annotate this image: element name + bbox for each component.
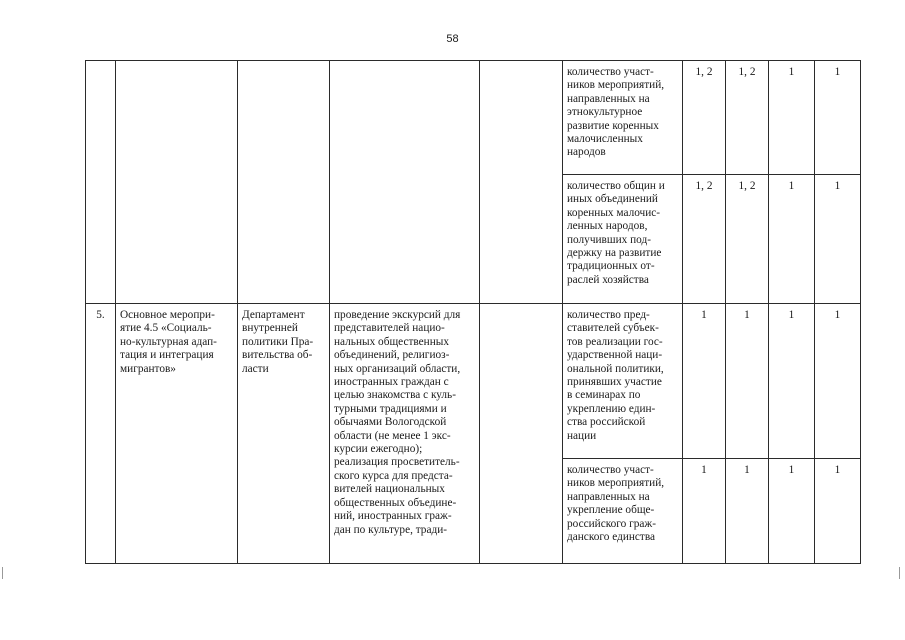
value-cell	[683, 61, 726, 175]
value-text: 1	[744, 309, 750, 321]
value-cell	[769, 459, 815, 564]
value-text: 1, 2	[695, 180, 713, 192]
value-cell	[769, 304, 815, 459]
value-cell	[683, 175, 726, 304]
value-text: 1, 2	[738, 180, 756, 192]
value-text: 1	[744, 464, 750, 476]
value-cell	[726, 61, 769, 175]
scan-margin-mark-right	[899, 567, 903, 579]
indicator-text: количество общин и иных объединений коренных малочис- ленных народов, получивших под- держку на развитие традиционных от- раслей хозяйства	[567, 180, 665, 286]
indicator-cell	[563, 459, 683, 564]
table-row	[86, 61, 861, 175]
value-cell	[683, 304, 726, 459]
value-cell	[769, 61, 815, 175]
table-body	[86, 61, 861, 564]
indicator-text: количество участ- ников мероприятий, направленных на укрепление обще- российского граж- данского единства	[567, 464, 665, 544]
indicator-cell	[563, 175, 683, 304]
page-number: 58	[446, 33, 459, 45]
empty-cell	[480, 61, 563, 304]
value-text: 1	[701, 464, 707, 476]
value-text: 1	[834, 66, 841, 78]
value-cell	[815, 459, 861, 564]
row-number: 5.	[96, 309, 105, 321]
value-cell	[815, 304, 861, 459]
value-cell	[726, 459, 769, 564]
indicator-cell	[563, 61, 683, 175]
value-cell	[683, 459, 726, 564]
value-text: 1	[788, 309, 795, 321]
value-text: 1, 2	[695, 66, 713, 78]
activity-cell	[116, 304, 238, 564]
value-text: 1	[788, 66, 795, 78]
table-row	[86, 304, 861, 459]
indicator-text: количество участ- ников мероприятий, направленных на этнокультурное развитие коренных малочисленных народов	[567, 66, 665, 159]
scan-margin-mark-left	[2, 567, 6, 579]
content-cell	[330, 61, 480, 304]
program-table	[85, 60, 861, 564]
value-text: 1	[834, 464, 841, 476]
value-cell	[769, 175, 815, 304]
activity-cell	[116, 61, 238, 304]
value-text: 1	[834, 180, 841, 192]
indicator-text: количество пред- ставителей субъек- тов реализации гос- ударственной наци- ональной политики, принявших участие в семинарах по укреплению един- ства российской нации	[567, 309, 664, 442]
row-number-cell	[86, 304, 116, 564]
value-text: 1	[788, 464, 795, 476]
value-text: 1	[701, 309, 707, 321]
executor-text: Департамент внутренней политики Пра- вительства об- ласти	[242, 309, 314, 375]
content-text: проведение экскурсий для представителей нацио- нальных общественных объединений, религиоз- ных организаций области, иностранных граждан с целью знакомства с куль- турными традициями и обычаями Вологодской области (не менее 1 экс- курсии ежегодно); реализация просветитель- ского курса для предста- вителей национальных общественных объедине- ний, иностранных граж- дан по культуре, тради-	[334, 309, 461, 536]
executor-cell	[238, 61, 330, 304]
indicator-cell	[563, 304, 683, 459]
content-cell	[330, 304, 480, 564]
value-cell	[815, 61, 861, 175]
value-text: 1	[788, 180, 795, 192]
value-cell	[815, 175, 861, 304]
empty-cell	[480, 304, 563, 564]
executor-cell	[238, 304, 330, 564]
value-text: 1	[834, 309, 841, 321]
value-text: 1, 2	[738, 66, 756, 78]
value-cell	[726, 175, 769, 304]
value-cell	[726, 304, 769, 459]
row-number-cell	[86, 61, 116, 304]
activity-text: Основное меропри- ятие 4.5 «Социаль- но-культурная адап- тация и интеграция мигрантов»	[120, 309, 217, 375]
